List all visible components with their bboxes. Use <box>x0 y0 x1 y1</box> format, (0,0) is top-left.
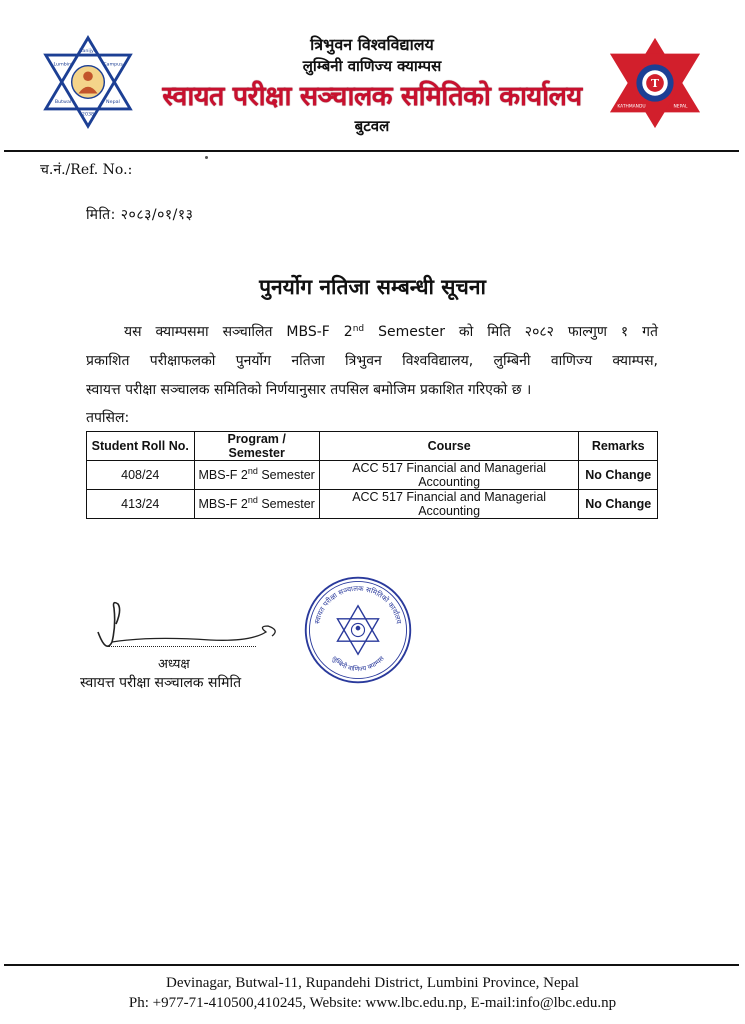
roll-cell: 413/24 <box>87 490 195 519</box>
signatory-committee: स्वायत्त परीक्षा सञ्चालक समिति <box>80 675 242 691</box>
footer-divider <box>4 964 739 966</box>
date-label: मिति: <box>86 207 116 223</box>
notice-paragraph <box>86 318 658 405</box>
campus-logo-left <box>40 34 136 130</box>
letterhead <box>140 34 604 136</box>
campus-name: लुम्बिनी वाणिज्य क्याम्पस <box>302 57 442 75</box>
handwritten-signature <box>90 596 290 656</box>
town-name: बुटवल <box>354 117 390 135</box>
table-header-row <box>87 432 658 461</box>
footer-contact: Ph: +977-71-410500,410245, Website: www.lbc.edu.np, E-mail:info@lbc.edu.np <box>128 995 617 1011</box>
course-cell: ACC 517 Financial and Managerial Accounting <box>319 461 579 490</box>
signature-line <box>108 646 256 647</box>
paragraph-line-3: स्वायत्त परीक्षा सञ्चालक समितिको निर्णयानुसार तपसिल बमोजिम प्रकाशित गरिएको छ । <box>86 382 532 398</box>
signatory-title: अध्यक्ष <box>158 657 190 672</box>
date-value: २०८३/०१/१३ <box>120 207 194 223</box>
details-label: तपसिल: <box>86 410 130 426</box>
col-program-header: Program / Semester <box>194 432 319 461</box>
svg-text:T: T <box>650 76 660 90</box>
university-name: त्रिभुवन विश्वविद्यालय <box>310 35 434 54</box>
svg-text:KATHMANDU: KATHMANDU <box>617 104 646 110</box>
svg-text:NEPAL: NEPAL <box>673 104 688 110</box>
notice-title: पुनर्योग नतिजा सम्बन्धी सूचना <box>259 275 486 299</box>
svg-text:Banijya: Banijya <box>79 49 97 55</box>
svg-text:Butwal: Butwal <box>54 100 72 106</box>
svg-text:Nepal: Nepal <box>106 100 120 106</box>
svg-text:Campus: Campus <box>103 62 123 68</box>
svg-text:स्वायत परीक्षा सञ्चालक समितिको: स्वायत परीक्षा सञ्चालक समितिको कार्यालय <box>313 584 403 625</box>
program-cell: MBS-F 2nd Semester <box>194 490 319 519</box>
footer <box>0 973 745 1013</box>
roll-cell: 408/24 <box>87 461 195 490</box>
col-course-header: Course <box>319 432 579 461</box>
ink-speck <box>205 156 208 159</box>
official-seal <box>302 574 414 686</box>
svg-text:Lumbini: Lumbini <box>53 62 73 68</box>
office-name: स्वायत परीक्षा सञ्चालक समितिको कार्यालय <box>162 81 582 112</box>
course-cell: ACC 517 Financial and Managerial Accounting <box>319 490 579 519</box>
remarks-cell: No Change <box>579 490 658 519</box>
paragraph-line-2: प्रकाशित परीक्षाफलको पुनर्योग नतिजा त्रिभुवन विश्वविद्यालय, लुम्बिनी वाणिज्य क्याम्पस, <box>86 353 658 369</box>
header-divider <box>4 150 739 152</box>
program-cell: MBS-F 2nd Semester <box>194 461 319 490</box>
university-logo-right <box>606 34 704 132</box>
table-row <box>87 461 658 490</box>
col-remarks-header: Remarks <box>579 432 658 461</box>
col-roll-header: Student Roll No. <box>87 432 195 461</box>
svg-text:लुम्बिनी वाणिज्य क्याम्पस: लुम्बिनी वाणिज्य क्याम्पस <box>330 654 386 674</box>
remarks-cell: No Change <box>579 461 658 490</box>
svg-text:2038: 2038 <box>81 112 95 118</box>
notice-date <box>86 205 193 224</box>
results-table <box>86 431 658 519</box>
table-row <box>87 490 658 519</box>
reference-number: च.नं./Ref. No.: <box>40 162 133 178</box>
paragraph-line-1: यस क्याम्पसमा सञ्चालित MBS-F 2nd Semester को मिति २०८२ फाल्गुण १ गते <box>124 324 659 340</box>
footer-address: Devinagar, Butwal-11, Rupandehi District, Lumbini Province, Nepal <box>166 975 579 991</box>
